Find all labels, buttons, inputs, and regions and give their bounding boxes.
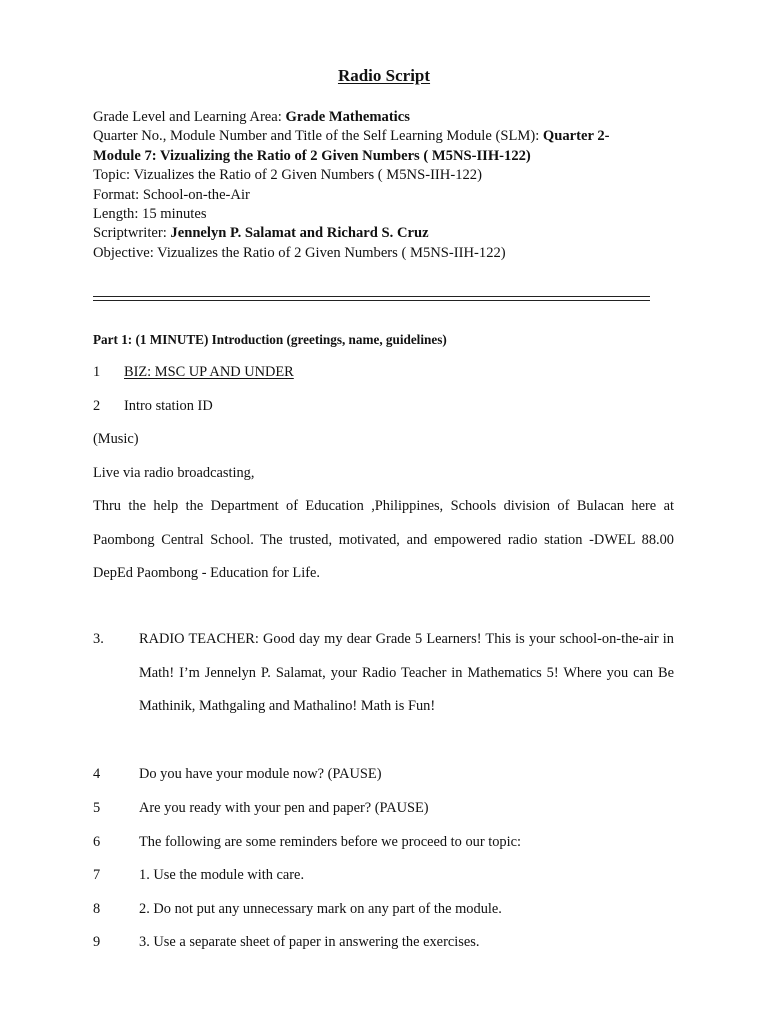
- document-title: Radio Script: [337, 66, 431, 85]
- line-number: 8: [93, 901, 101, 917]
- line-number: 6: [93, 834, 101, 850]
- line-text: 3. Use a separate sheet of paper in answering the exercises.: [139, 934, 480, 950]
- line-text: BIZ: MSC UP AND UNDER: [124, 364, 294, 380]
- script-line-7: [93, 867, 304, 884]
- scriptwriter-line: [93, 224, 663, 243]
- double-rule-bottom: [93, 300, 650, 301]
- format-line: Format: School-on-the-Air: [93, 186, 250, 203]
- script-line-1: [93, 364, 294, 381]
- objective-line: Objective: Vizualizes the Ratio of 2 Given Numbers ( M5NS-IIH-122): [93, 244, 506, 261]
- live-broadcast-line: Live via radio broadcasting,: [93, 465, 255, 481]
- grade-level-line: [93, 108, 663, 127]
- script-line-9: [93, 934, 479, 951]
- double-rule-top: [93, 296, 650, 297]
- module-title: Module 7: Vizualizing the Ratio of 2 Given Numbers ( M5NS-IIH-122): [93, 147, 531, 164]
- part1-heading: Part 1: (1 MINUTE) Introduction (greetings, name, guidelines): [93, 332, 447, 347]
- station-intro-paragraph: Thru the help the Department of Education ,Philippines, Schools division of Bulacan here at Paombong Central School. The trusted, motivated, and empowered radio station -DWEL 88.00 DepEd Paombong - Education for Life.: [93, 498, 674, 581]
- line-number-3: 3.: [93, 631, 104, 647]
- line-number: 7: [93, 867, 101, 883]
- grade-level-value: Grade Mathematics: [285, 109, 410, 125]
- module-title-line: [93, 147, 663, 166]
- script-line-4: [93, 766, 381, 783]
- grade-level-label: Grade Level and Learning Area:: [93, 109, 286, 125]
- quarter-line: [93, 127, 663, 146]
- line-text: Are you ready with your pen and paper? (PAUSE): [139, 800, 429, 816]
- quarter-label: Quarter No., Module Number and Title of the Self Learning Module (SLM):: [93, 128, 543, 145]
- script-metadata: [93, 108, 663, 263]
- script-line-6: [93, 834, 521, 851]
- line-number: 1: [93, 364, 101, 380]
- line-number: 5: [93, 800, 101, 816]
- topic-line: Topic: Vizualizes the Ratio of 2 Given Numbers ( M5NS-IIH-122): [93, 167, 482, 184]
- length-line: Length: 15 minutes: [93, 206, 207, 223]
- line-text: Intro station ID: [124, 398, 213, 414]
- quarter-value: Quarter 2-: [542, 128, 610, 145]
- radio-teacher-paragraph: RADIO TEACHER: Good day my dear Grade 5 Learners! This is your school-on-the-air in Math! I’m Jennelyn P. Salamat, your Radio Teacher in Mathematics 5! Where you can Be Mathinik, Mathgaling and Mathalino! Math is Fun!: [139, 631, 674, 714]
- scriptwriter-value: Jennelyn P. Salamat and Richard S. Cruz: [170, 225, 429, 242]
- line-text: Do you have your module now? (PAUSE): [139, 766, 382, 782]
- line-text: 2. Do not put any unnecessary mark on any part of the module.: [139, 901, 502, 917]
- script-line-8: [93, 901, 502, 918]
- line-number: 4: [93, 766, 101, 782]
- music-cue: (Music): [93, 431, 139, 447]
- scriptwriter-label: Scriptwriter:: [93, 225, 171, 242]
- line-number: 2: [93, 398, 101, 414]
- line-number: 9: [93, 934, 101, 950]
- line-text: The following are some reminders before we proceed to our topic:: [139, 834, 522, 850]
- script-line-5: [93, 800, 429, 817]
- line-text: 1. Use the module with care.: [139, 867, 305, 883]
- script-line-2: [93, 398, 213, 415]
